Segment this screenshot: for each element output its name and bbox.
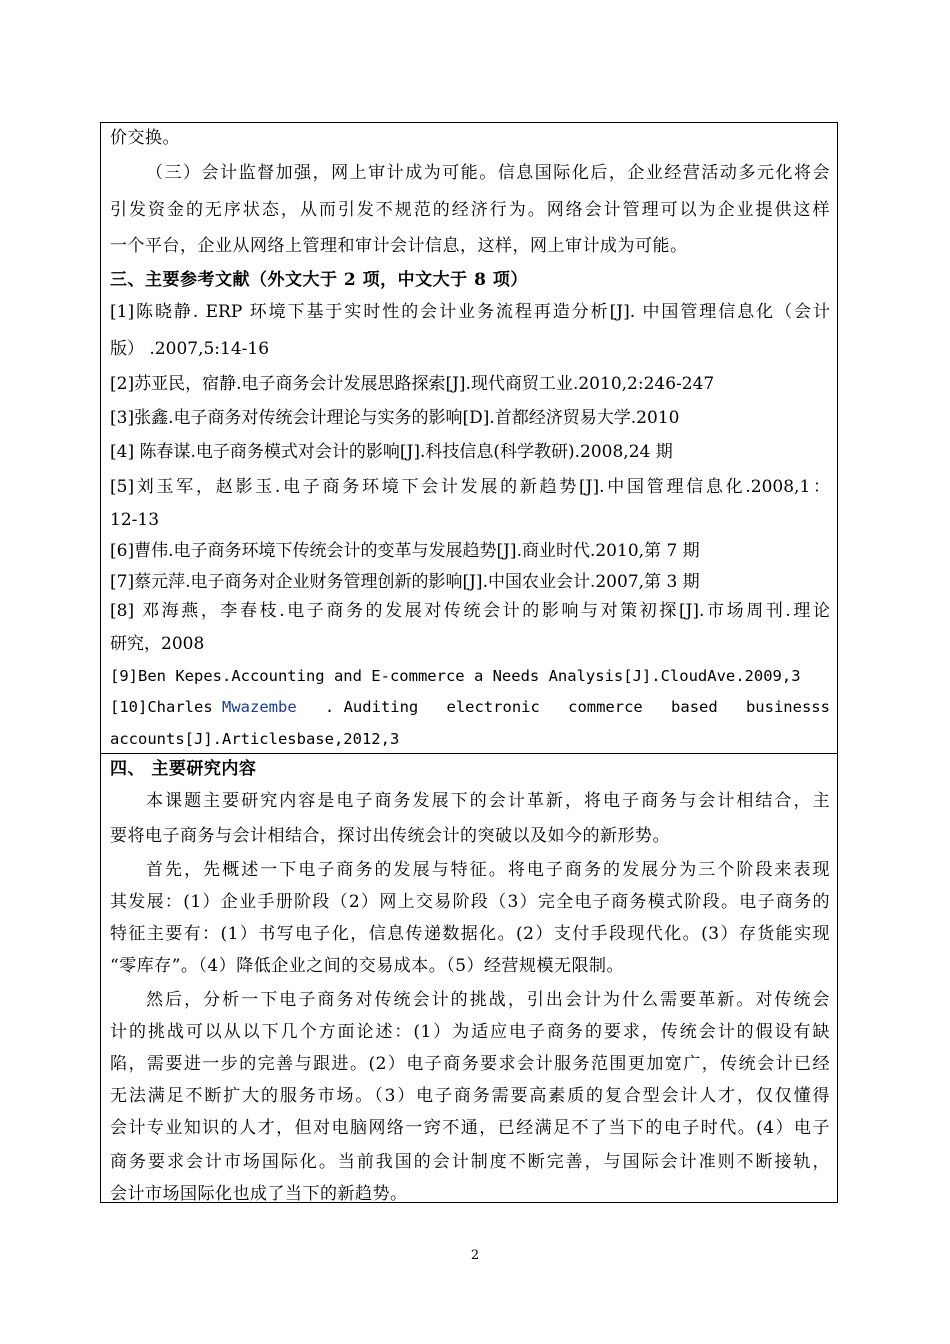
reference-item: [6]曹伟.电子商务环境下传统会计的变革与发展趋势[J].商业时代.2010,第 7 期 <box>110 541 700 561</box>
text-line: “零库存”。（4）降低企业之间的交易成本。（5）经营规模无限制。 <box>110 956 625 976</box>
page-number: 2 <box>470 1248 480 1263</box>
text-line: 引发资金的无序状态，从而引发不规范的经济行为。网络会计管理可以为企业提供这样 <box>110 200 830 220</box>
text-line: 然后，分析一下电子商务对传统会计的挑战，引出会计为什么需要革新。对传统会 <box>146 990 830 1010</box>
reference-item: [9]Ben Kepes.Accounting and E-commerce a Needs Analysis[J].CloudAve.2009,3 <box>110 667 801 685</box>
text-line: 首先，先概述一下电子商务的发展与特征。将电子商务的发展分为三个阶段来表现 <box>146 860 830 880</box>
text-line: 无法满足不断扩大的服务市场。（3）电子商务需要高素质的复合型会计人才，仅仅懂得 <box>110 1086 830 1106</box>
text-line: 会计专业知识的人才，但对电脑网络一窍不通，已经满足不了当下的电子时代。(4）电子 <box>110 1118 830 1138</box>
reference-text: businesss <box>745 698 830 716</box>
text-line: 商务要求会计市场国际化。当前我国的会计制度不断完善，与国际会计准则不断接轨， <box>110 1152 830 1172</box>
text-line: 一个平台，企业从网络上管理和审计会计信息，这样，网上审计成为可能。 <box>110 236 688 256</box>
reference-item: [8] 邓海燕，李春枝.电子商务的发展对传统会计的影响与对策初探[J].市场周刊.理论 <box>110 601 830 621</box>
reference-item: 研究，2008 <box>110 634 205 654</box>
reference-text: . Auditing <box>324 698 419 716</box>
reference-item: [2]苏亚民，宿静.电子商务会计发展思路探索[J].现代商贸工业.2010,2:246-247 <box>110 374 715 394</box>
reference-item: accounts[J].Articlesbase,2012,3 <box>110 730 400 748</box>
text-line: （三）会计监督加强，网上审计成为可能。信息国际化后，企业经营活动多元化将会 <box>146 163 830 183</box>
text-line: 本课题主要研究内容是电子商务发展下的会计革新，将电子商务与会计相结合，主 <box>146 791 830 811</box>
reference-item: [5]刘玉军，赵影玉.电子商务环境下会计发展的新趋势[J].中国管理信息化.2008,1： <box>110 477 830 497</box>
text-line: 其发展：(1）企业手册阶段（2）网上交易阶段（3）完全电子商务模式阶段。电子商务的 <box>110 892 830 912</box>
text-line: 计的挑战可以从以下几个方面论述：(1）为适应电子商务的要求，传统会计的假设有缺 <box>110 1022 830 1042</box>
references-heading: 三、主要参考文献（外文大于 2 项，中文大于 8 项） <box>110 270 528 290</box>
reference-item <box>110 697 830 717</box>
text-line: 要将电子商务与会计相结合，探讨出传统会计的突破以及如今的新形势。 <box>110 826 670 846</box>
reference-text: [10]Charles <box>110 698 213 716</box>
research-heading: 四、 主要研究内容 <box>110 759 257 779</box>
reference-item: 版） .2007,5:14-16 <box>110 339 270 359</box>
reference-item: [4] 陈春谋.电子商务模式对会计的影响[J].科技信息(科学教研).2008,24 期 <box>110 442 673 462</box>
reference-text: commerce <box>568 698 643 716</box>
reference-item: [7]蔡元萍.电子商务对企业财务管理创新的影响[J].中国农业会计.2007,第 3 期 <box>110 572 700 592</box>
text-line: 特征主要有：(1）书写电子化，信息传递数据化。(2）支付手段现代化。(3）存货能实现 <box>110 924 830 944</box>
reference-text: based <box>671 698 718 716</box>
reference-item: 12-13 <box>110 510 160 530</box>
text-line: 陷，需要进一步的完善与跟进。(2）电子商务要求会计服务范围更加宽广，传统会计已经 <box>110 1054 830 1074</box>
text-line: 会计市场国际化也成了当下的新趋势。 <box>110 1184 408 1204</box>
reference-item: [3]张鑫.电子商务对传统会计理论与实务的影响[D].首都经济贸易大学.2010 <box>110 408 680 428</box>
author-link[interactable]: Mwazembe <box>222 698 297 716</box>
reference-text <box>110 697 297 717</box>
text-line: 价交换。 <box>110 128 180 148</box>
reference-item: [1]陈晓静. ERP 环境下基于实时性的会计业务流程再造分析[J]. 中国管理信息化（会计 <box>110 302 830 322</box>
reference-text: electronic <box>446 698 540 716</box>
